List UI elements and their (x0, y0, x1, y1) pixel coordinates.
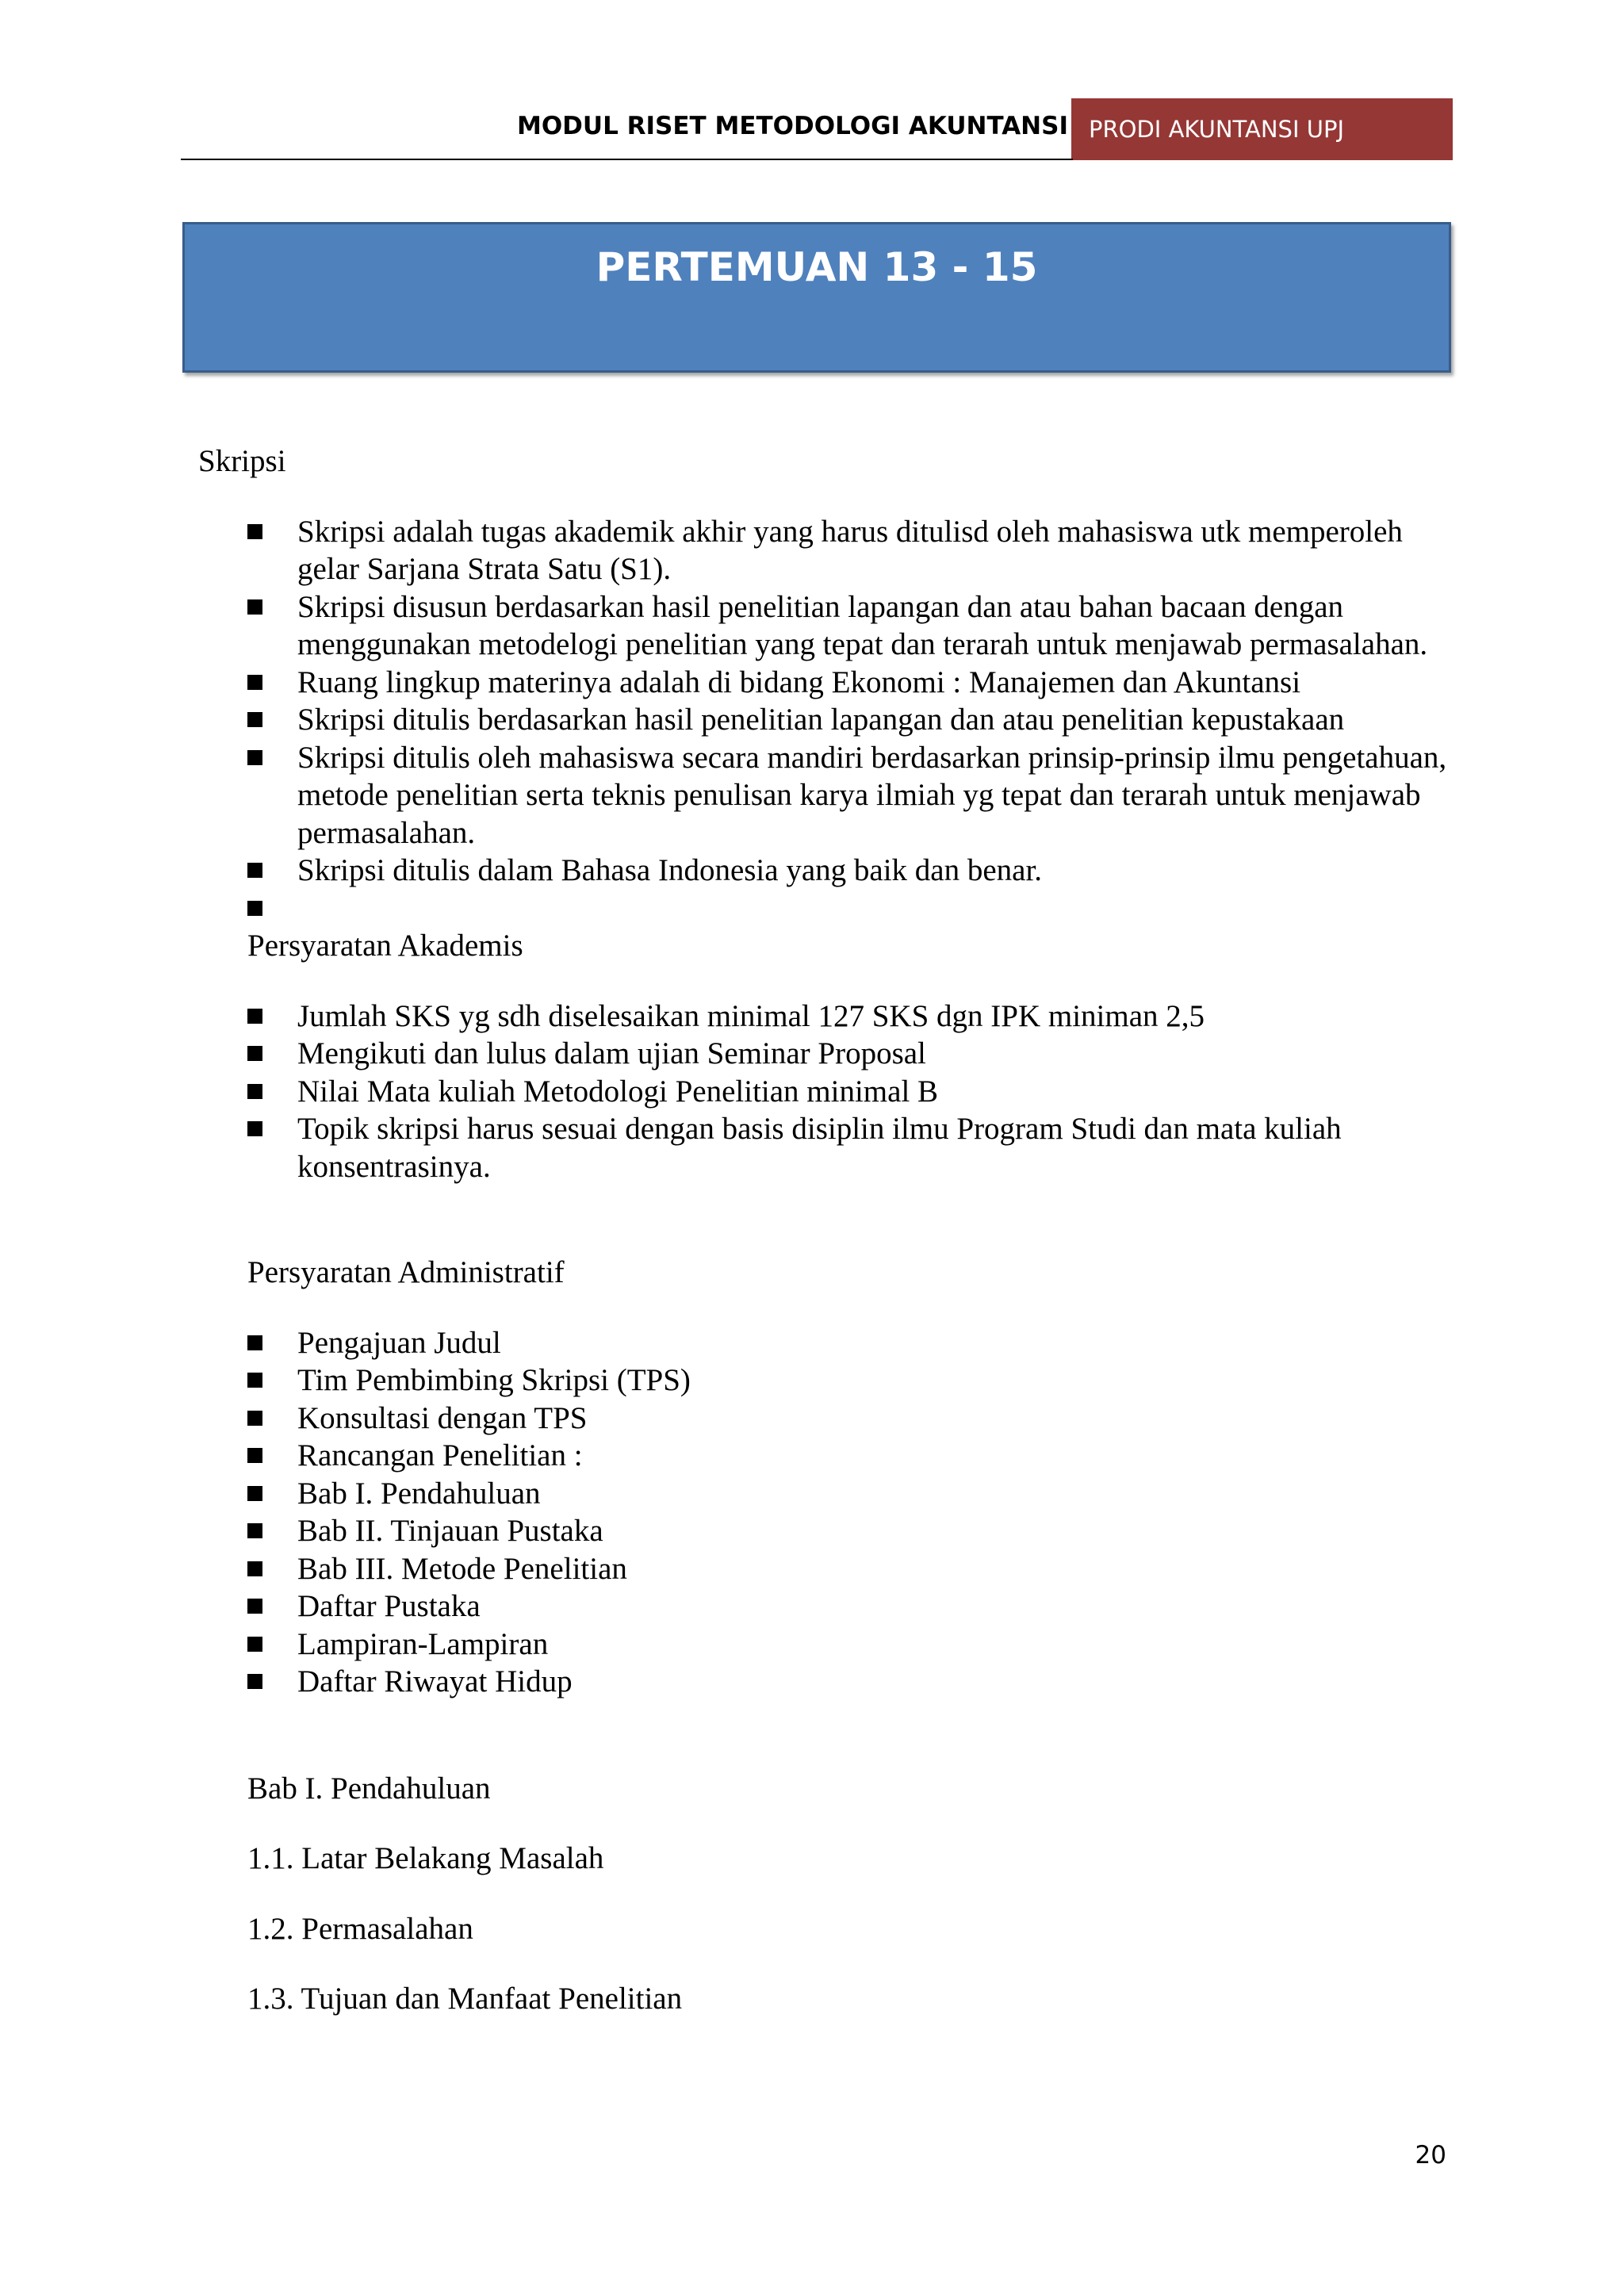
bullet-icon (247, 901, 262, 916)
bullet-icon (247, 1046, 262, 1061)
bullet-icon (247, 1637, 262, 1652)
bullet-icon (247, 750, 262, 765)
section-heading-akademis: Persyaratan Akademis (247, 929, 523, 963)
list-item-empty (247, 890, 1467, 928)
bullet-icon (247, 1084, 262, 1099)
administratif-list (198, 1324, 1467, 1701)
subsection-1-3: 1.3. Tujuan dan Manfaat Penelitian (247, 1982, 683, 2016)
bullet-icon (247, 1448, 262, 1463)
list-item: Skripsi adalah tugas akademik akhir yang harus ditulisd oleh mahasiswa utk memperoleh gelar Sarjana Strata Satu (S1). (247, 513, 1467, 588)
bullet-icon (247, 1373, 262, 1388)
bullet-icon (247, 1561, 262, 1576)
bullet-icon (247, 1335, 262, 1350)
header-divider (181, 159, 1073, 160)
page-number: 20 (1415, 2141, 1446, 2170)
bullet-icon (247, 1599, 262, 1614)
session-title: PERTEMUAN 13 - 15 (596, 244, 1038, 290)
module-title: MODUL RISET METODOLOGI AKUNTANSI (516, 112, 1068, 140)
bullet-icon (247, 1009, 262, 1024)
list-item: Mengikuti dan lulus dalam ujian Seminar Proposal (247, 1035, 1467, 1073)
list-item: Lampiran-Lampiran (247, 1626, 1467, 1664)
bullet-icon (247, 1411, 262, 1426)
document-body (198, 442, 1467, 2018)
list-item: Topik skripsi harus sesuai dengan basis disiplin ilmu Program Studi dan mata kuliah konsentrasinya. (247, 1110, 1467, 1185)
section-heading-skripsi: Skripsi (198, 444, 286, 478)
list-item: Jumlah SKS yg sdh diselesaikan minimal 127 SKS dgn IPK miniman 2,5 (247, 998, 1467, 1036)
skripsi-list (198, 513, 1467, 928)
list-item: Pengajuan Judul (247, 1324, 1467, 1362)
list-item: Ruang lingkup materinya adalah di bidang Ekonomi : Manajemen dan Akuntansi (247, 664, 1467, 702)
list-item: Tim Pembimbing Skripsi (TPS) (247, 1361, 1467, 1400)
bullet-icon (247, 712, 262, 727)
list-item: Daftar Riwayat Hidup (247, 1663, 1467, 1701)
list-item: Bab III. Metode Penelitian (247, 1550, 1467, 1588)
list-item: Nilai Mata kuliah Metodologi Penelitian minimal B (247, 1073, 1467, 1111)
bullet-icon (247, 524, 262, 539)
bullet-icon (247, 675, 262, 690)
list-item: Daftar Pustaka (247, 1587, 1467, 1626)
section-heading-administratif: Persyaratan Administratif (247, 1255, 565, 1289)
bullet-icon (247, 863, 262, 878)
list-item: Skripsi ditulis berdasarkan hasil penelitian lapangan dan atau penelitian kepustakaan (247, 701, 1467, 739)
program-badge: PRODI AKUNTANSI UPJ (1071, 98, 1453, 160)
list-item: Bab I. Pendahuluan (247, 1475, 1467, 1513)
list-item: Skripsi ditulis oleh mahasiswa secara mandiri berdasarkan prinsip-prinsip ilmu pengetahuan, metode penelitian serta teknis penulisan karya ilmiah yg tepat dan terarah untuk menjawab permasalahan. (247, 739, 1467, 852)
list-item: Skripsi disusun berdasarkan hasil penelitian lapangan dan atau bahan bacaan dengan menggunakan metodelogi penelitian yang tepat dan terarah untuk menjawab permasalahan. (247, 588, 1467, 664)
bullet-icon (247, 1121, 262, 1136)
list-item: Bab II. Tinjauan Pustaka (247, 1512, 1467, 1550)
session-banner (182, 222, 1451, 373)
list-item: Rancangan Penelitian : (247, 1437, 1467, 1475)
list-item: Skripsi ditulis dalam Bahasa Indonesia yang baik dan benar. (247, 852, 1467, 890)
list-item: Konsultasi dengan TPS (247, 1400, 1467, 1438)
section-heading-bab1: Bab I. Pendahuluan (247, 1771, 491, 1806)
akademis-list (198, 998, 1467, 1186)
subsection-1-2: 1.2. Permasalahan (247, 1911, 473, 1946)
bullet-icon (247, 1486, 262, 1501)
subsection-1-1: 1.1. Latar Belakang Masalah (247, 1841, 604, 1875)
bullet-icon (247, 1674, 262, 1689)
bullet-icon (247, 599, 262, 615)
page-header (181, 98, 1453, 160)
bullet-icon (247, 1523, 262, 1538)
